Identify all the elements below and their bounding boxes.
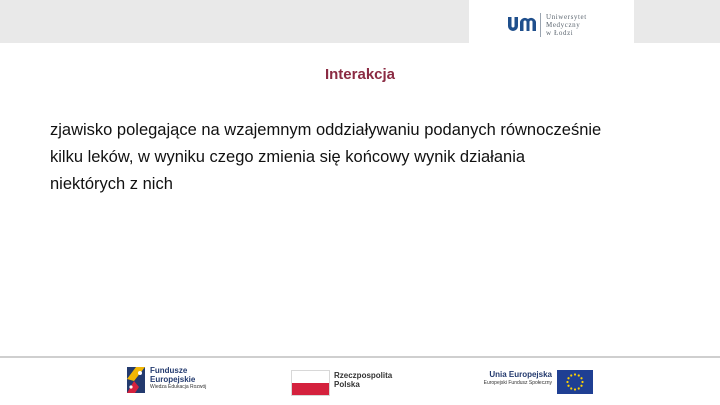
university-name-line: w Łodzi bbox=[546, 29, 574, 37]
rzeczpospolita-text bbox=[334, 371, 392, 389]
ue-subtitle: Europejski Fundusz Społeczny bbox=[483, 380, 552, 386]
logo-divider bbox=[540, 13, 541, 37]
unia-europejska-text bbox=[466, 370, 552, 388]
slide-body bbox=[50, 117, 690, 198]
body-line: kilku leków, w wyniku czego zmienia się końcowy wynik działania bbox=[50, 148, 526, 166]
funding-footer bbox=[0, 358, 720, 405]
fundusze-europejskie-text bbox=[150, 366, 206, 391]
slide-title: Interakcja bbox=[324, 66, 396, 83]
university-name bbox=[546, 13, 587, 37]
polish-flag-icon bbox=[291, 370, 330, 396]
university-name-line: Uniwersytet bbox=[546, 13, 587, 21]
body-line: zjawisko polegające na wzajemnym oddziaływaniu podanych równocześnie bbox=[50, 121, 602, 139]
university-name-line: Medyczny bbox=[546, 21, 581, 29]
eu-flag-icon bbox=[557, 370, 593, 394]
fe-subtitle: Wiedza Edukacja Rozwój bbox=[150, 384, 207, 390]
body-line: niektórych z nich bbox=[50, 175, 173, 193]
fundusze-europejskie-icon bbox=[125, 365, 147, 395]
fe-line1: Fundusze bbox=[150, 366, 188, 375]
rp-line1: Rzeczpospolita bbox=[334, 371, 393, 380]
ue-line1: Unia Europejska bbox=[489, 370, 552, 379]
rp-line2: Polska bbox=[334, 380, 360, 389]
um-logo-icon bbox=[507, 13, 537, 35]
fe-line2: Europejskie bbox=[150, 375, 196, 384]
